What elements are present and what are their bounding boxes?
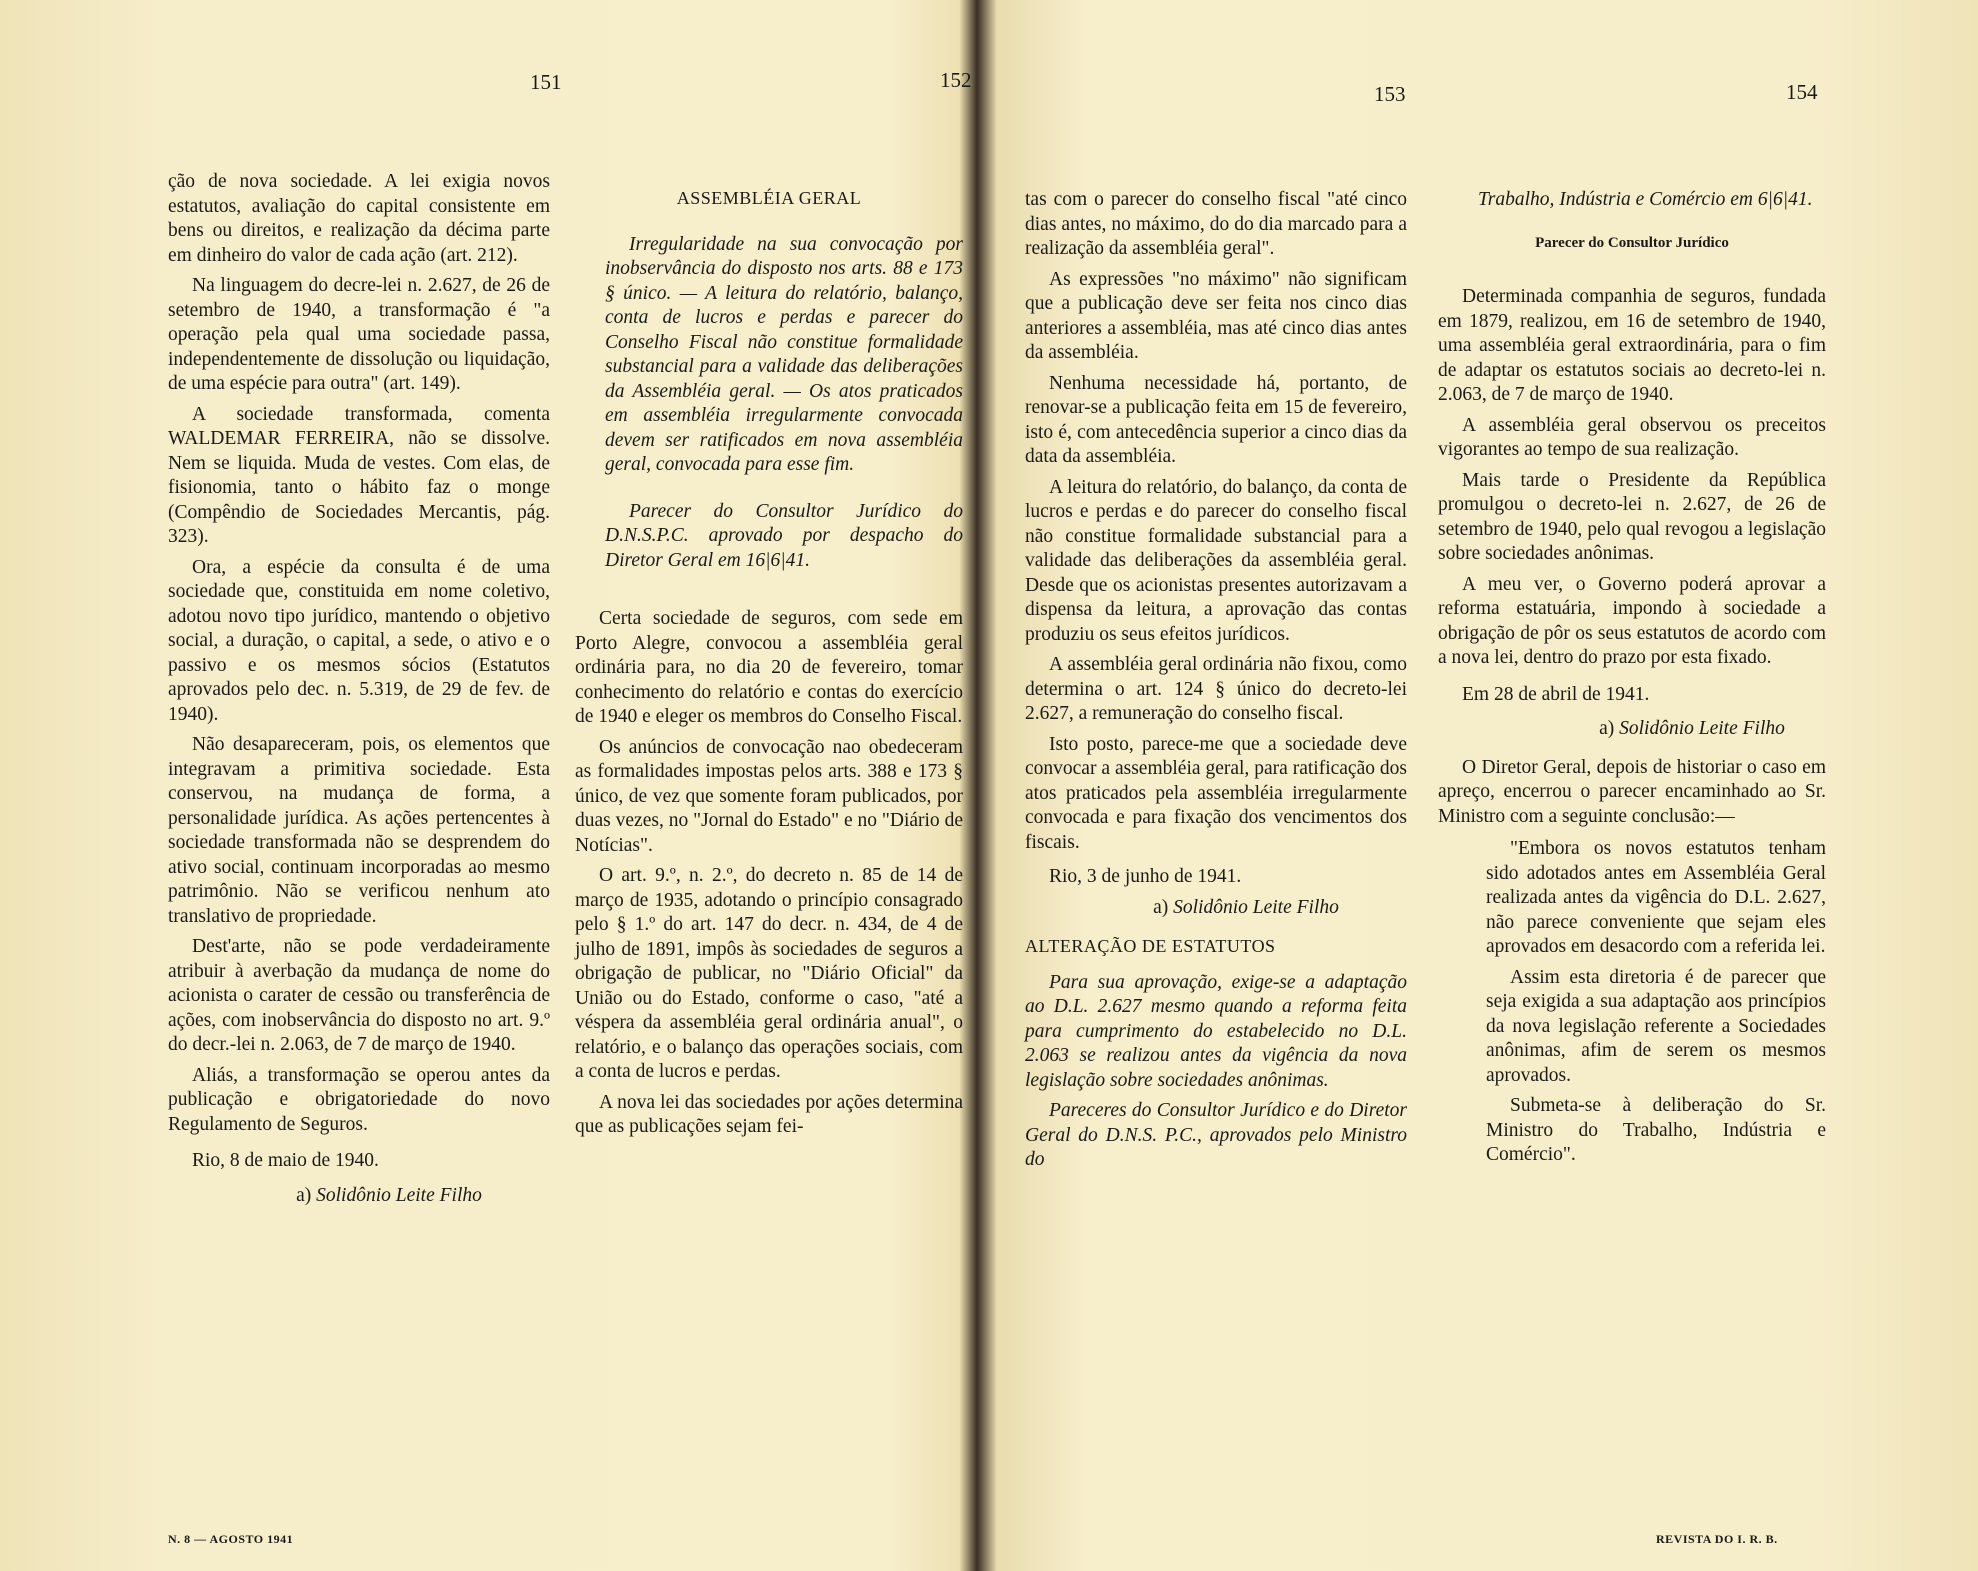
paragraph: A assembléia geral observou os preceitos vigorantes ao tempo de sua realização. [1438, 414, 1826, 460]
paragraph: Não desapareceram, pois, os elementos que integravam a primitiva sociedade. Esta conservou, na mudança de forma, a personalidade jurídica. As ações pertencentes à sociedade transformada não se desprendem do ativo social, continuam incorporadas ao mesmo patrimônio. Não se verificou nenhum ato translativo de propriedade. [168, 734, 550, 927]
paragraph: A meu ver, o Governo poderá aprovar a reforma estatuária, impondo à sociedade a obrigação de pôr os seus estatutos de acordo com a nova lei, dentro do prazo por esta fixado. [1438, 573, 1826, 668]
page-number-154: 154 [1786, 80, 1818, 104]
section-heading: ALTERAÇÃO DE ESTATUTOS [1025, 936, 1276, 956]
signature-prefix: a) [1153, 896, 1169, 918]
paragraph: Determinada companhia de seguros, fundada em 1879, realizou, em 16 de setembro de 1940, uma assembléia geral extraordinária, para o fim de adaptar os estatutos sociais ao decreto-lei n. 2.063, de 7 de março de 1940. [1438, 286, 1826, 405]
page-number-153: 153 [1374, 82, 1406, 106]
subheading: Parecer do Consultor Jurídico [1535, 234, 1729, 251]
page-number-151: 151 [530, 70, 562, 94]
paragraph: Ora, a espécie da consulta é de uma sociedade que, constituida em nome coletivo, adotou novo tipo jurídico, mantendo o objetivo social, a duração, o capital, a sede, o ativo e o passivo e os mesmos sócios (Estatutos aprovados pelo dec. n. 5.319, de 29 de fev. de 1940). [168, 556, 550, 725]
paragraph: O Diretor Geral, depois de historiar o caso em apreço, encerrou o parecer encaminhado ao Sr. Ministro com a seguinte conclusão:— [1438, 756, 1826, 827]
quote-paragraph: Assim esta diretoria é de parecer que seja exigida a sua adaptação aos princípios da nova legislação referente a Sociedades anônimas, afim de serem os mesmos aprovados. [1486, 966, 1826, 1086]
paragraph: Nenhuma necessidade há, portanto, de renovar-se a publicação feita em 15 de fevereiro, isto é, com antecedência superior a cinco dias da data da assembléia. [1025, 372, 1407, 467]
signature [1025, 896, 1407, 921]
pareceres-note: Pareceres do Consultor Jurídico e do Diretor Geral do D.N.S. P.C., aprovados pelo Ministro do [1025, 1100, 1407, 1170]
column-page-153 [1025, 188, 1407, 1179]
signature-name: Solidônio Leite Filho [316, 1184, 482, 1206]
paragraph: A sociedade transformada, comenta WALDEMAR FERREIRA, não se dissolve. Nem se liquida. Muda de vestes. Com elas, de fisionomia, tanto o hábito faz o monge (Compêndio de Sociedades Mercantis, pág. 323). [168, 403, 550, 547]
paragraph: Certa sociedade de seguros, com sede em Porto Alegre, convocou a assembléia geral ordinária para, no dia 20 de fevereiro, tomar conhecimento do relatório e contas do exercício de 1940 e eleger os membros do Conselho Fiscal. [575, 608, 963, 727]
paragraph: tas com o parecer do conselho fiscal "até cinco dias antes, no máximo, do do dia marcado para a realização da assembléia geral". [1025, 189, 1407, 259]
column-page-151 [168, 170, 550, 1214]
paragraph: A assembléia geral ordinária não fixou, como determina o art. 124 § único do decreto-lei 2.627, a remuneração do conselho fiscal. [1025, 654, 1407, 724]
section-heading: ASSEMBLÉIA GERAL [676, 188, 862, 208]
paragraph: Aliás, a transformação se operou antes da publicação e obrigatoriedade do novo Regulamento de Seguros. [168, 1064, 550, 1135]
summary: Irregularidade na sua convocação por inobservância do disposto nos arts. 88 e 173 § único. — A leitura do relatório, balanço, conta de lucros e perdas e parecer do Conselho Fiscal não constitue formalidade substancial para a validade das deliberações da Assembléia geral. — Os atos praticados em assembléia irregularmente convocada devem ser ratificados em nova assembléia geral, convocada para esse fim. [605, 233, 963, 475]
paragraph: A leitura do relatório, do balanço, da conta de lucros e perdas e do parecer do conselho fiscal não constitue formalidade substancial para a validade das deliberações da assembléia geral. Desde que os acionistas presentes autorizavam a dispensa da leitura, a aprovação das contas produziu os seus efeitos jurídicos. [1025, 476, 1407, 645]
footer-issue: N. 8 — AGOSTO 1941 [168, 1532, 294, 1546]
signature-name: Solidônio Leite Filho [1173, 896, 1339, 918]
paragraph: ção de nova sociedade. A lei exigia novos estatutos, avaliação do capital consistente em bens ou direitos, e realização da décima parte em dinheiro do valor de cada ação (art. 212). [168, 171, 550, 266]
signature [1438, 717, 1826, 742]
column-page-152 [575, 178, 963, 1146]
quote-paragraph: Submeta-se à deliberação do Sr. Ministro do Trabalho, Indústria e Comércio". [1486, 1095, 1826, 1165]
paragraph: As expressões "no máximo" não significam que a publicação deve ser feita nos cinco dias anteriores a assembléia, mas até cinco dias antes da assembléia. [1025, 268, 1407, 363]
quote-paragraph: "Embora os novos estatutos tenham sido adotados antes em Assembléia Geral realizada antes da vigência do D.L. 2.627, não parece conveniente que sejam eles aprovados em desacordo com a referida lei. [1486, 838, 1826, 957]
paragraph: Na linguagem do decre-lei n. 2.627, de 26 de setembro de 1940, a transformação é "a operação pela qual uma sociedade passa, independentemente de dissolução ou liquidação, de uma espécie para outra" (art. 149). [168, 275, 550, 394]
signature-prefix: a) [296, 1184, 312, 1206]
footer-journal: REVISTA DO I. R. B. [1656, 1532, 1778, 1546]
continuation: Trabalho, Indústria e Comércio em 6|6|41. [1478, 189, 1813, 210]
paragraph: Mais tarde o Presidente da República promulgou o decreto-lei n. 2.627, de 26 de setembro de 1940, pelo qual revogou a legislação sobre sociedades anônimas. [1438, 469, 1826, 564]
summary: Para sua aprovação, exige-se a adaptação ao D.L. 2.627 mesmo quando a reforma feita para cumprimento do estabelecido no D.L. 2.063 se realizou antes da vigência da nova legislação sobre sociedades anônimas. [1025, 971, 1407, 1091]
paragraph: Dest'arte, não se pode verdadeiramente atribuir à averbação da mudança de nome do acionista o carater de cessão ou transferência de ações, com inobservância do disposto no art. 9.º do decr.-lei n. 2.063, de 7 de março de 1940. [168, 936, 550, 1055]
paragraph: O art. 9.º, n. 2.º, do decreto n. 85 de 14 de março de 1935, adotando o princípio consagrado pelo § 1.º do art. 147 do decr. n. 434, de 4 de julho de 1891, impôs às sociedades de seguros a obrigação de publicar, no "Diário Oficial" da União ou do Estado, conforme o caso, "até a véspera da assembléia geral ordinária anual", o relatório, e o balanço das operações sociais, com a conta de lucros e perdas. [575, 865, 963, 1082]
signature [168, 1184, 550, 1209]
signature-prefix: a) [1599, 718, 1615, 739]
signature-name: Solidônio Leite Filho [1619, 718, 1785, 739]
date-line: Em 28 de abril de 1941. [1462, 683, 1650, 705]
date-line: Rio, 3 de junho de 1941. [1049, 866, 1242, 887]
date-line: Rio, 8 de maio de 1940. [192, 1150, 379, 1171]
paragraph: Isto posto, parece-me que a sociedade deve convocar a assembléia geral, para ratificação dos atos praticados pela assembléia irregularmente convocada e para fixação dos vencimentos dos fiscais. [1025, 733, 1407, 853]
column-page-154 [1438, 188, 1826, 1174]
parecer-note: Parecer do Consultor Jurídico do D.N.S.P.C. aprovado por despacho do Diretor Geral em 16|6|41. [605, 500, 963, 571]
paragraph: A nova lei das sociedades por ações determina que as publicações sejam fei- [575, 1091, 963, 1137]
paragraph: Os anúncios de convocação nao obedeceram as formalidades impostas pelos arts. 388 e 173 § único, de vez que somente foram publicados, por duas vezes, no "Jornal do Estado" e no "Diário de Notícias". [575, 736, 963, 856]
page-number-152: 152 [940, 68, 972, 92]
